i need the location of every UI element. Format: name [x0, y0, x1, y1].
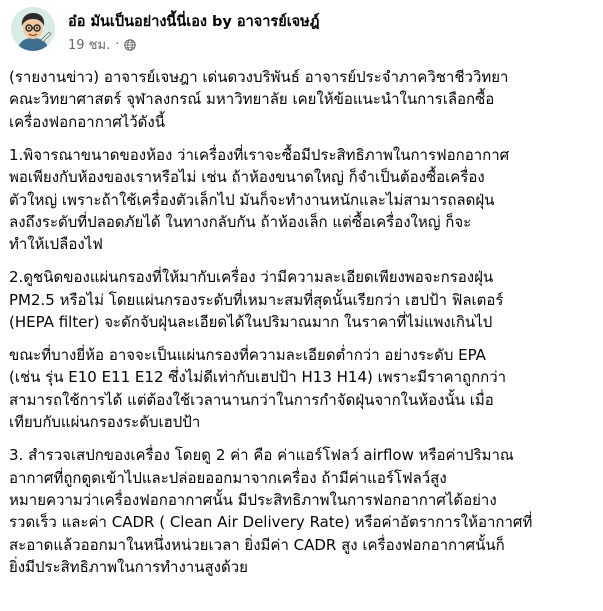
post-body — [9, 66, 597, 589]
globe-icon[interactable] — [124, 39, 136, 51]
post-paragraph-room-size: 1.พิจารณาขนาดของห้อง ว่าเครื่องที่เราจะซื้อมีประสิทธิภาพในการฟอกอากาศ พอเพียงกับห้องของเราหรือไม่ เช่น ถ้าห้องขนาดใหญ่ ก็จำเป็นต้องซื้อเครื่อง ตัวใหญ่ เพราะถ้าใช้เครื่องตัวเล็กไป มันก็จะทำงานหนักและไม่สามารถลดฝุ่น ลงถึงระดับที่ปลอดภัยได้ ในทางกลับกัน ถ้าห้องเล็ก แต่ซื้อเครื่องใหญ่ ก็จะ ทำให้เปลืองไฟ — [9, 145, 510, 254]
post-paragraph-intro: (รายงานข่าว) อาจารย์เจษฎา เด่นดวงบริพันธ์ อาจารย์ประจำภาควิชาชีววิทยา คณะวิทยาศาสตร์ จุฬาลงกรณ์ มหาวิทยาลัย เคยให้ข้อแนะนำในการเลือกซื้อ เครื่องฟอกอากาศไว้ดังนี้ — [9, 68, 509, 131]
post-paragraph-specs: 3. สำรวจเสปกของเครื่อง โดยดู 2 ค่า คือ ค่าแอร์โฟลว์ airflow หรือค่าปริมาณ อากาศที่ถูกดูดเข้าไปและปล่อยออกมาจากเครื่อง ถ้ามีค่าแอร์โฟลว์สูง หมายความว่าเครื่องฟอกอากาศนั้น มีประสิทธิภาพในการฟอกอากาศได้อย่าง รวดเร็ว และค่า CADR ( Clean Air Delivery Rate) หรือค่าอัตราการให้อากาศที่ สะอาดแล้วออกมาในหนึ่งหน่วยเวลา ยิ่งมีค่า CADR สูง เครื่องฟอกอากาศนั้นก็ ยิ่งมีประสิทธิภาพในการทำงานสูงด้วย — [9, 446, 533, 577]
author-name[interactable]: อ๋อ มันเป็นอย่างนี้นี่เอง by อาจารย์เจษฎ์ — [68, 14, 320, 30]
post-paragraph-filter-type: 2.ดูชนิดของแผ่นกรองที่ให้มากับเครื่อง ว่ามีความละเอียดเพียงพอจะกรองฝุ่น PM2.5 หรือไม่ โดยแผ่นกรองระดับที่เหมาะสมที่สุดนั้นเรียกว่า เฮปป้า ฟิลเตอร์ (HEPA filter) จะดักจับฝุ่นละเอียดได้ในปริมาณมาก ในราคาที่ไม่แพงเกินไป — [9, 268, 504, 332]
post-timestamp[interactable]: 19 ชม. — [68, 38, 111, 53]
post-meta — [68, 34, 136, 55]
post-paragraph-epa: ขณะที่บางยี่ห้อ อาจจะเป็นแผ่นกรองที่ความละเอียดต่ำกว่า อย่างระดับ EPA (เช่น รุ่น E10 E11 E12 ซึ่งไม่ดีเท่ากับเฮปป้า H13 H14) เพราะมีราคาถูกกว่า สามารถใช้การได้ แต่ต้องใช้เวลานานกว่าในการกำจัดฝุ่นจากในห้องนั้น เมื่อ เทียบกับแผ่นกรองระดับเฮปป้า — [9, 345, 507, 432]
meta-separator: · — [115, 37, 120, 52]
cartoon-avatar-icon — [11, 7, 55, 51]
author-avatar[interactable] — [11, 7, 55, 51]
post-header — [0, 0, 603, 64]
